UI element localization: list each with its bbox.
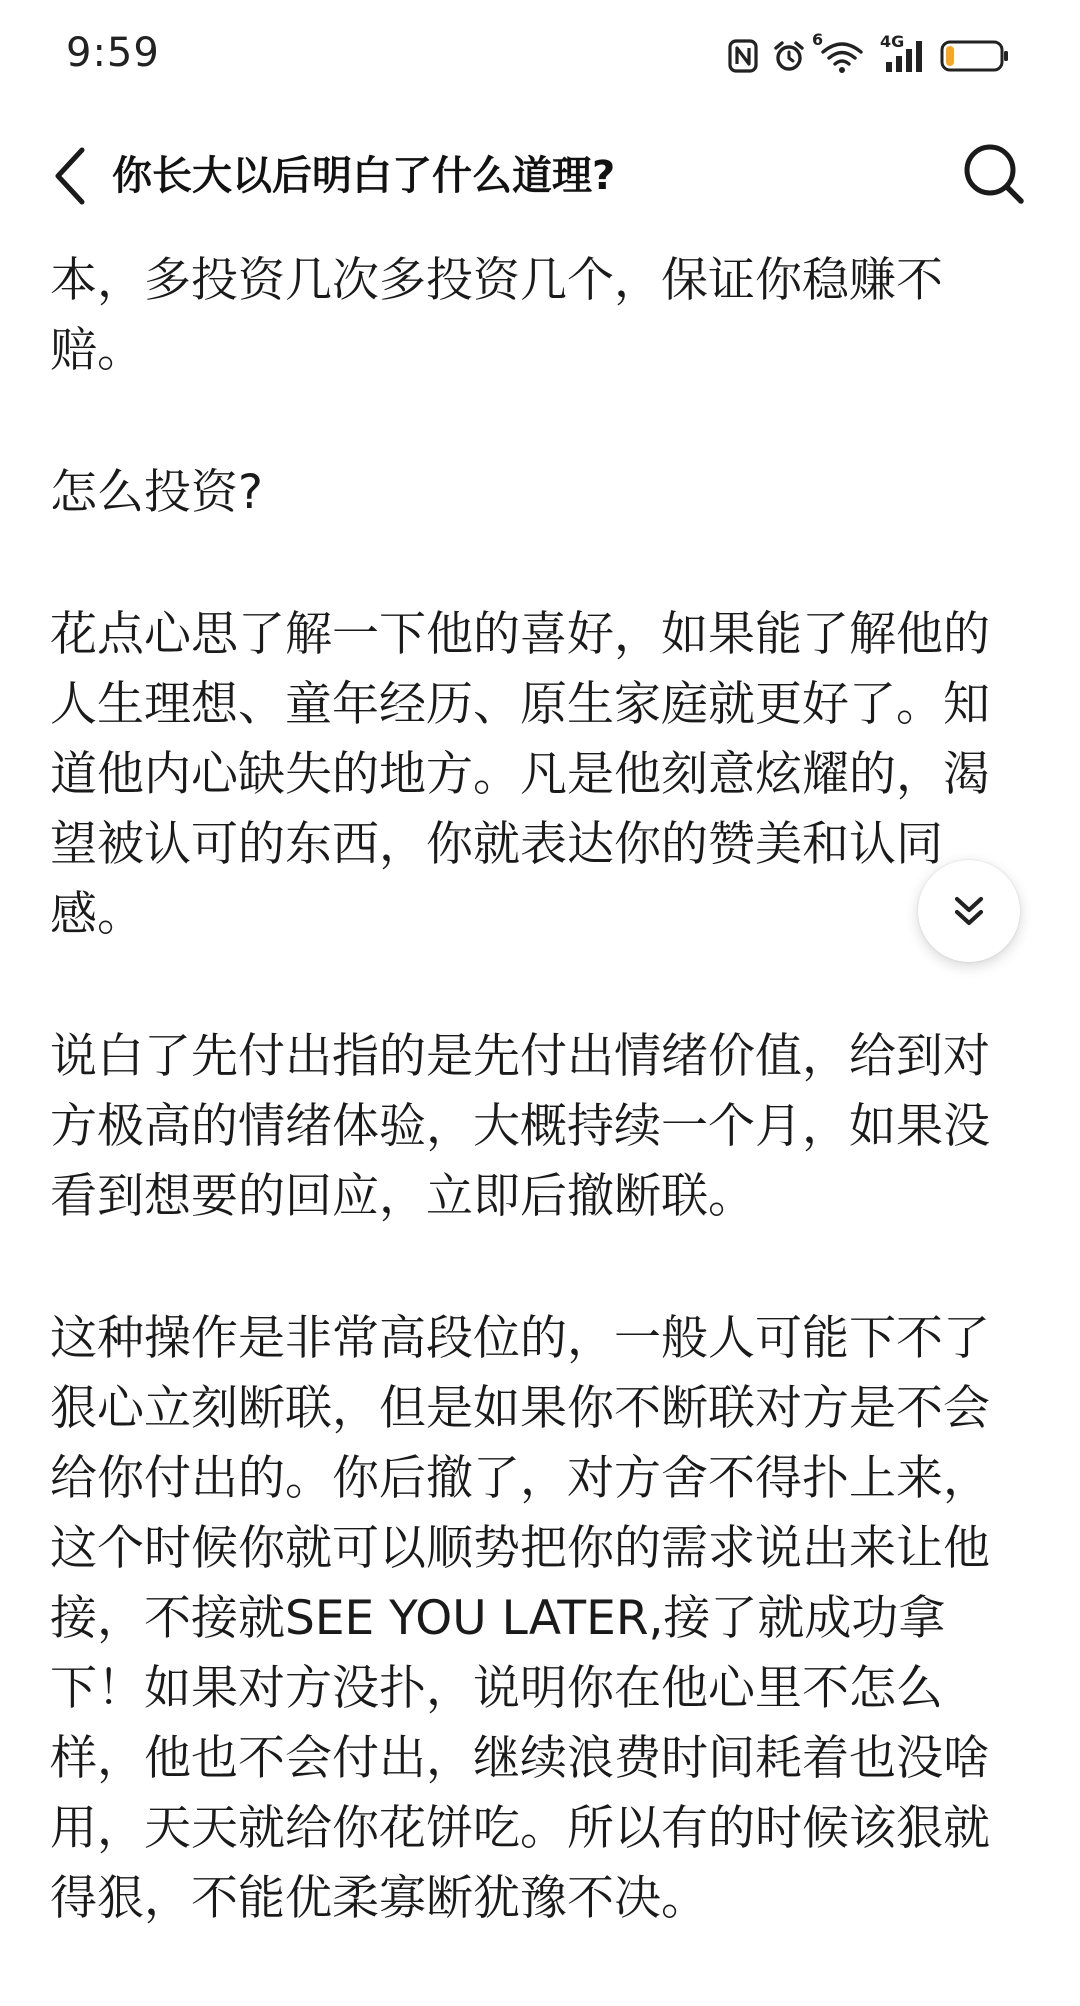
signal-4g-icon [882,38,926,74]
search-button[interactable] [958,138,1030,210]
paragraph: 这种操作是非常高段位的，一般人可能下不了狠心立刻断联，但是如果你不断联对方是不会给你付出的。你后撤了，对方舍不得扑上来，这个时候你就可以顺势把你的需求说出来让他接，不接就SEE YOU LATER,接了就成功拿下！如果对方没扑，说明你在他心里不怎么样，他也不会付出，继续浪费时间耗着也没啥用，天天就给你花饼吃。所以有的时候该狠就得狠，不能优柔寡断犹豫不决。 [50,1311,990,1926]
status-bar [0,0,1080,112]
answer-content [50,246,1030,2006]
network-badge: 4G [880,32,905,51]
alarm-icon [772,39,806,73]
top-bar [0,120,1080,232]
paragraph: 花点心思了解一下他的喜好，如果能了解他的人生理想、童年经历、原生家庭就更好了。知道他内心缺失的地方。凡是他刻意炫耀的，渴望被认可的东西，你就表达你的赞美和认同感。 [50,607,990,942]
search-icon [961,141,1027,207]
signal-indicator [880,32,926,74]
status-time: 9:59 [66,30,160,76]
wifi-icon [820,40,864,74]
paragraph: 说白了先付出指的是先付出情绪价值，给到对方极高的情绪体验，大概持续一个月，如果没看到想要的回应，立即后撤断联。 [50,1029,990,1224]
battery-low-icon [940,39,1010,73]
back-button[interactable] [40,140,100,212]
wifi-badge: 6 [812,30,824,49]
wifi-indicator [812,30,866,74]
page-title: 你长大以后明白了什么道理? [112,153,616,199]
nfc-icon [728,39,758,73]
status-icons [728,30,1010,78]
paragraph: 本，多投资几次多投资几个，保证你稳赚不赔。 [50,253,943,378]
chevron-left-icon [50,144,90,208]
expand-answer-button[interactable] [918,860,1020,962]
paragraph: 怎么投资? [50,465,263,520]
double-chevron-down-icon [949,891,989,931]
